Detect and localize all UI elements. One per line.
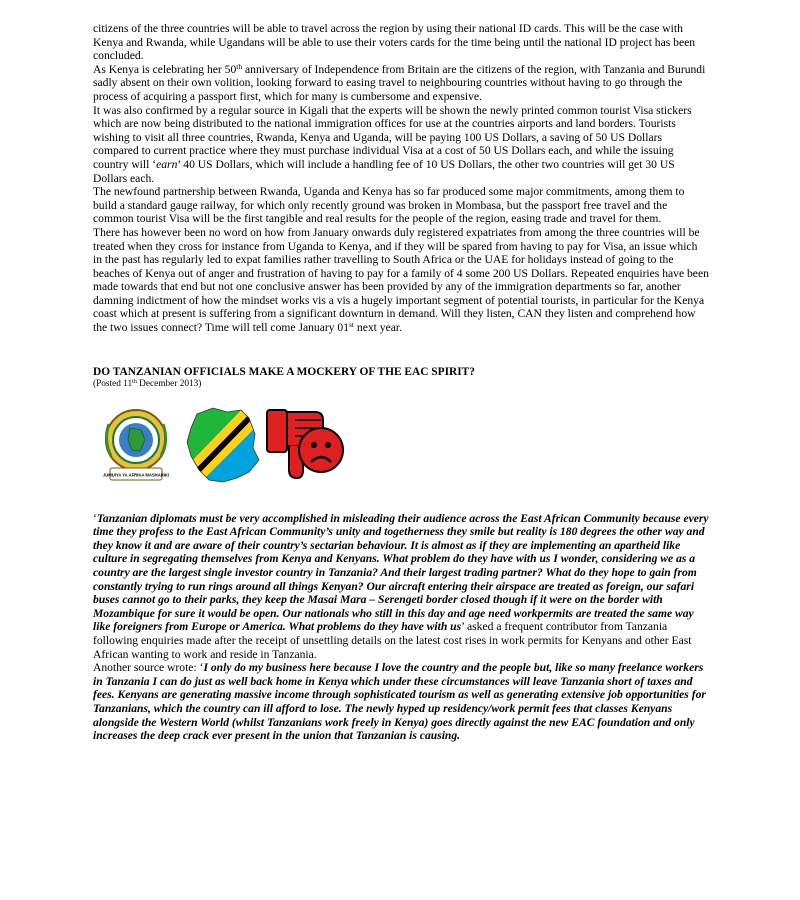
- paragraph-2: As Kenya is celebrating her 50th anniversary of Independence from Britain are the citizens of the region, with Tanzania and Burundi sadly absent on their own volition, looking forward to easing travel to neighbouring countries without having to go through the process of acquiring a passport first, which for many is cumbersome and expensive.: [93, 61, 706, 103]
- image-row: [93, 404, 709, 486]
- paragraph-5: There has however been no word on how from January onwards duly registered expatriates from among the three countries will be treated when they cross for instance from Uganda to Kenya, and if they will be spared from having to pay for Visa, an issue which in the past has regularly led to expat families rather travelling to South Africa or the UAE for holidays instead of going to the beaches of Kenya out of anger and frustration of having to pay for a family of 4 some 200 US Dollars. Repeated enquiries have been made towards that end but not one conclusive answer has been provided by any of the immigration departments so far, another damning indictment of how the mindset works vis a vis a hugely important segment of potential tourists, in particular for the Kenya coast which at present is suffering from a significant downturn in demand. Will they listen, CAN they listen and comprehend how the two issues connect? Time will tell come January 01st next year.: [93, 225, 709, 335]
- document-page: [93, 22, 709, 743]
- paragraph-1: citizens of the three countries will be able to travel across the region by using their national ID cards. This will be the case with Kenya and Rwanda, while Ugandans will be able to use their voters cards for the time being until the national ID project has been concluded.: [93, 22, 696, 63]
- paragraph-3: It was also confirmed by a regular source in Kigali that the experts will be shown the newly printed common tourist Visa stickers which are now being distributed to the national immigration offices for use at the countries airports and land borders. Tourists wishing to visit all three countries, Rwanda, Kenya and Uganda, will be paying 100 US Dollars, a saving of 50 US Dollars compared to current practice where they must purchase individual Visa at a cost of 50 US Dollars each, and while the issuing country will ‘earn’ 40 US Dollars, which will include a handling fee of 10 US Dollars, the other two countries will get 30 US Dollars each.: [93, 103, 692, 185]
- quote-paragraph-2: Another source wrote: ‘I only do my business here because I love the country and the people but, like so many freelance workers in Tanzania I can do just as well back home in Kenya which under these circumstances will leave Tanzania short of taxes and fees. Kenyans are generating massive income through sophisticated tourism as well as generating extensive job opportunities for Tanzanians, which the country can ill afford to lose. The newly hyped up residency/work permit fees that classes Kenyans alongside the Western World (whilst Tanzanians work freely in Kenya) goes directly against the new EAC foundation and only increases the deep crack ever present in the union that Tanzanian is causing.: [93, 661, 706, 743]
- eac-logo-motto: JUMUIYA YA AFRIKA MASHARIKI: [102, 472, 170, 478]
- article-title: DO TANZANIAN OFFICIALS MAKE A MOCKERY OF THE EAC SPIRIT?: [93, 365, 475, 378]
- eac-logo: [97, 404, 175, 486]
- quote-paragraph-1: ‘Tanzanian diplomats must be very accomplished in misleading their audience across the East African Community because every time they profess to the East African Community’s unity and togetherness they smile but reality is 180 degrees the other way and they know it and are aware of their country’s sectarian behaviour. It is almost as if they are implementing an apartheid like culture in segregating themselves from Kenya and Kenyans. What problem do they have with us I wonder, considering we as a country are the largest single investor country in Tanzania? And their largest trading partner? What do they hope to gain from constantly trying to run rings around all things Kenyan? Our aircraft entering their airspace are treated as foreign, our safari buses cannot go to their parks, they keep the Masai Mara – Serengeti border closed though if it were on the border with Mozambique for sure it would be open. Our nationals who still in this day and age need workpermits are treated the same way like foreigners from Europe or America. What problems do they have with us’ asked a frequent contributor from Tanzania following enquiries made after the receipt of unsettling details on the latest cost rises in work permits for Kenyans and other East African wanting to work and reside in Tanzania.: [93, 511, 709, 661]
- paragraph-4: The newfound partnership between Rwanda, Uganda and Kenya has so far produced some major commitments, among them to build a standard gauge railway, for which only recently ground was broken in Mombasa, but the passport free travel and the common tourist Visa will be the first tangible and real results for the people of the region, easing trade and travel for them.: [93, 185, 685, 226]
- posted-date: (Posted 11th December 2013): [93, 378, 202, 389]
- tanzania-flag-map: [183, 404, 263, 486]
- sad-thumbs-down-icon: [265, 404, 347, 486]
- earn-italic: earn: [156, 157, 178, 171]
